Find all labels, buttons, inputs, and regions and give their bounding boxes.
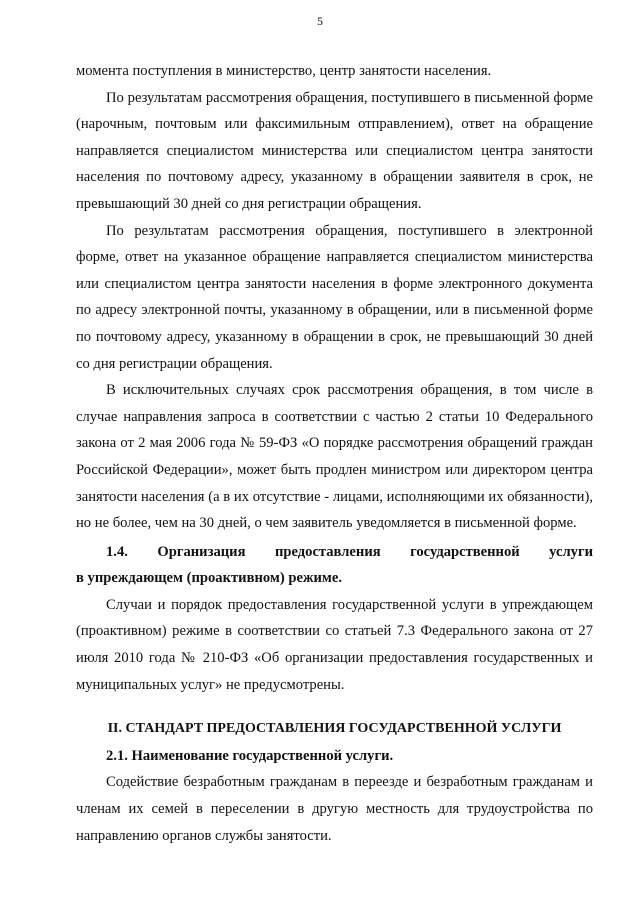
paragraph-exceptional-cases: В исключительных случаях срок рассмотрения обращения, в том числе в случае направления запроса в соответствии с частью 2 статьи 10 Федерального закона от 2 мая 2006 года № 59-ФЗ «О порядке рассмотрения обращений граждан Российской Федерации», может быть продлен министром или директором центра занятости населения (а в их отсутствие - лицами, исполняющими их обязанности), но не более, чем на 30 дней, о чем заявитель уведомляется в письменной форме.	[76, 382, 593, 532]
chapter-2-heading: II. СТАНДАРТ ПРЕДОСТАВЛЕНИЯ ГОСУДАРСТВЕННОЙ УСЛУГИ	[107, 721, 562, 737]
section-1-4-heading: 1.4. Организация предоставления государственной услуги	[106, 543, 593, 560]
paragraph-written-response: По результатам рассмотрения обращения, поступившего в письменной форме (нарочным, почтовым или факсимильным отправлением), ответ на обращение направляется специалистом министерства или специалистом центра занятости населения по почтовому адресу, указанному в обращении заявителя в срок, не превышающий 30 дней со дня регистрации обращения.	[76, 89, 593, 212]
page-number: 5	[317, 14, 323, 28]
section-2-1-heading: 2.1. Наименование государственной услуги.	[106, 747, 394, 764]
page-content	[76, 58, 593, 849]
section-2-1-text: Содействие безработным гражданам в переезде и безработным гражданам и членам их семей в переселении в другую местность для трудоустройства по направлению органов службы занятости.	[76, 774, 593, 844]
section-1-4-text: Случаи и порядок предоставления государственной услуги в упреждающем (проактивном) режиме в соответствии со статьей 7.3 Федерального закона от 27 июля 2010 года № 210-ФЗ «Об организации предоставления государственных и муниципальных услуг» не предусмотрены.	[76, 596, 593, 693]
paragraph-continuation: момента поступления в министерство, центр занятости населения.	[76, 63, 492, 79]
section-1-4-heading-continuation: в упреждающем (проактивном) режиме.	[76, 570, 343, 587]
paragraph-electronic-response: По результатам рассмотрения обращения, поступившего в электронной форме, ответ на указанное обращение направляется специалистом министерства или специалистом центра занятости населения в форме электронного документа по адресу электронной почты, указанному в обращении, или в письменной форме по почтовому адресу, указанному в обращении в срок, не превышающий 30 дней со дня регистрации обращения.	[76, 222, 593, 372]
